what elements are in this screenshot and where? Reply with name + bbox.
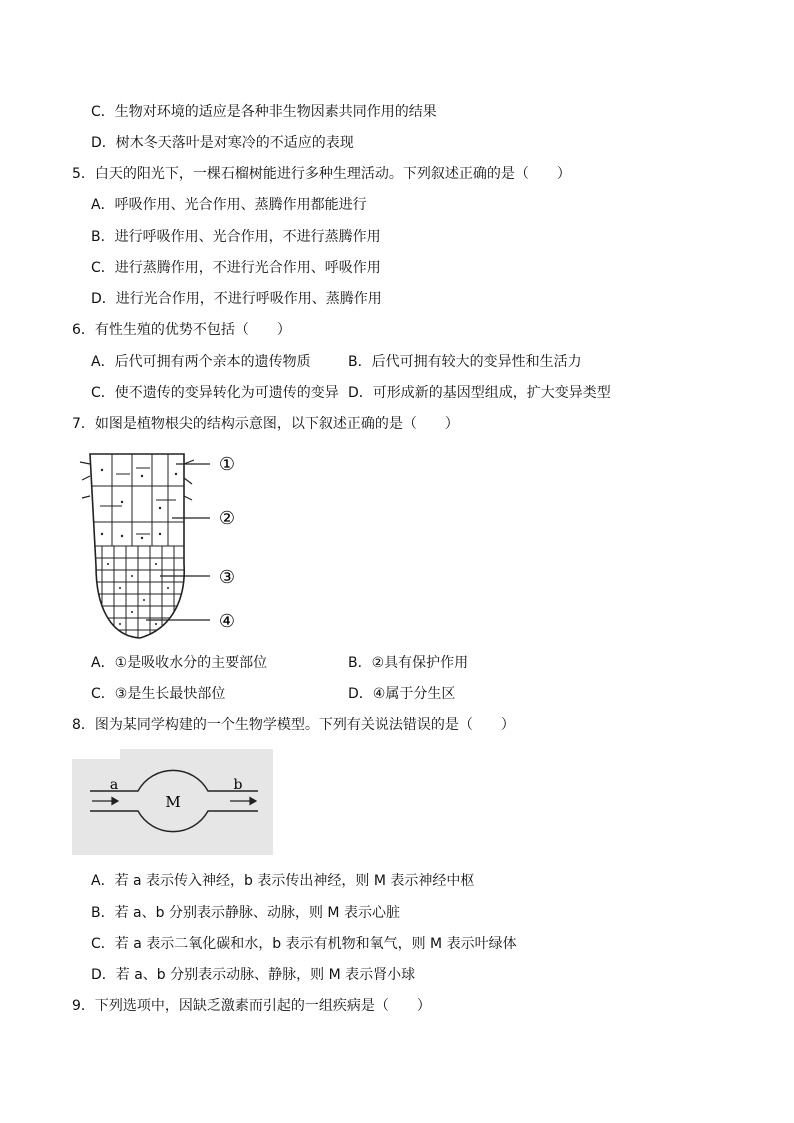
- q7-option-b: B．②具有保护作用: [348, 655, 469, 671]
- model-label-b: b: [233, 777, 243, 793]
- q4-option-c: C．生物对环境的适应是各种非生物因素共同作用的结果: [91, 104, 437, 120]
- q5-option-c: C．进行蒸腾作用，不进行光合作用、呼吸作用: [91, 260, 381, 276]
- q6-option-d: D．可形成新的基因型组成，扩大变异类型: [348, 385, 611, 401]
- root-label-4: ④: [218, 611, 236, 632]
- q8-option-d: D．若 a、b 分别表示动脉、静脉，则 M 表示肾小球: [91, 967, 416, 983]
- q6-stem: 6．有性生殖的优势不包括（ ）: [72, 322, 291, 338]
- q8-option-c: C．若 a 表示二氧化碳和水，b 表示有机物和氧气，则 M 表示叶绿体: [91, 936, 517, 952]
- q8-option-b: B．若 a、b 分别表示静脉、动脉，则 M 表示心脏: [91, 905, 400, 921]
- q7-option-a: A．①是吸收水分的主要部位: [91, 655, 268, 671]
- root-label-1: ①: [218, 454, 236, 475]
- q5-option-d: D．进行光合作用，不进行呼吸作用、蒸腾作用: [91, 291, 382, 307]
- q5-stem: 5．白天的阳光下，一棵石榴树能进行多种生理活动。下列叙述正确的是（ ）: [72, 166, 571, 182]
- root-tip-diagram: [76, 446, 266, 644]
- q4-option-d: D．树木冬天落叶是对寒冷的不适应的表现: [91, 135, 354, 151]
- root-label-2: ②: [218, 508, 236, 529]
- q7-option-d: D．④属于分生区: [348, 686, 456, 702]
- q5-option-b: B．进行呼吸作用、光合作用，不进行蒸腾作用: [91, 229, 381, 245]
- q6-option-b: B．后代可拥有较大的变异性和生活力: [348, 354, 582, 370]
- q7-option-c: C．③是生长最快部位: [91, 686, 226, 702]
- q5-option-a: A．呼吸作用、光合作用、蒸腾作用都能进行: [91, 197, 367, 213]
- q6-option-c: C．使不遗传的变异转化为可遗传的变异: [91, 385, 339, 401]
- root-label-3: ③: [218, 567, 236, 588]
- biology-model-diagram: [72, 749, 273, 855]
- q8-option-a: A．若 a 表示传入神经，b 表示传出神经，则 M 表示神经中枢: [91, 873, 475, 889]
- q8-stem: 8．图为某同学构建的一个生物学模型。下列有关说法错误的是（ ）: [72, 717, 515, 733]
- model-label-m: M: [165, 793, 181, 811]
- q7-stem: 7．如图是植物根尖的结构示意图，以下叙述正确的是（ ）: [72, 416, 459, 432]
- q9-stem: 9．下列选项中，因缺乏激素而引起的一组疾病是（ ）: [72, 998, 431, 1014]
- model-label-a: a: [109, 777, 119, 793]
- q6-option-a: A．后代可拥有两个亲本的遗传物质: [91, 354, 311, 370]
